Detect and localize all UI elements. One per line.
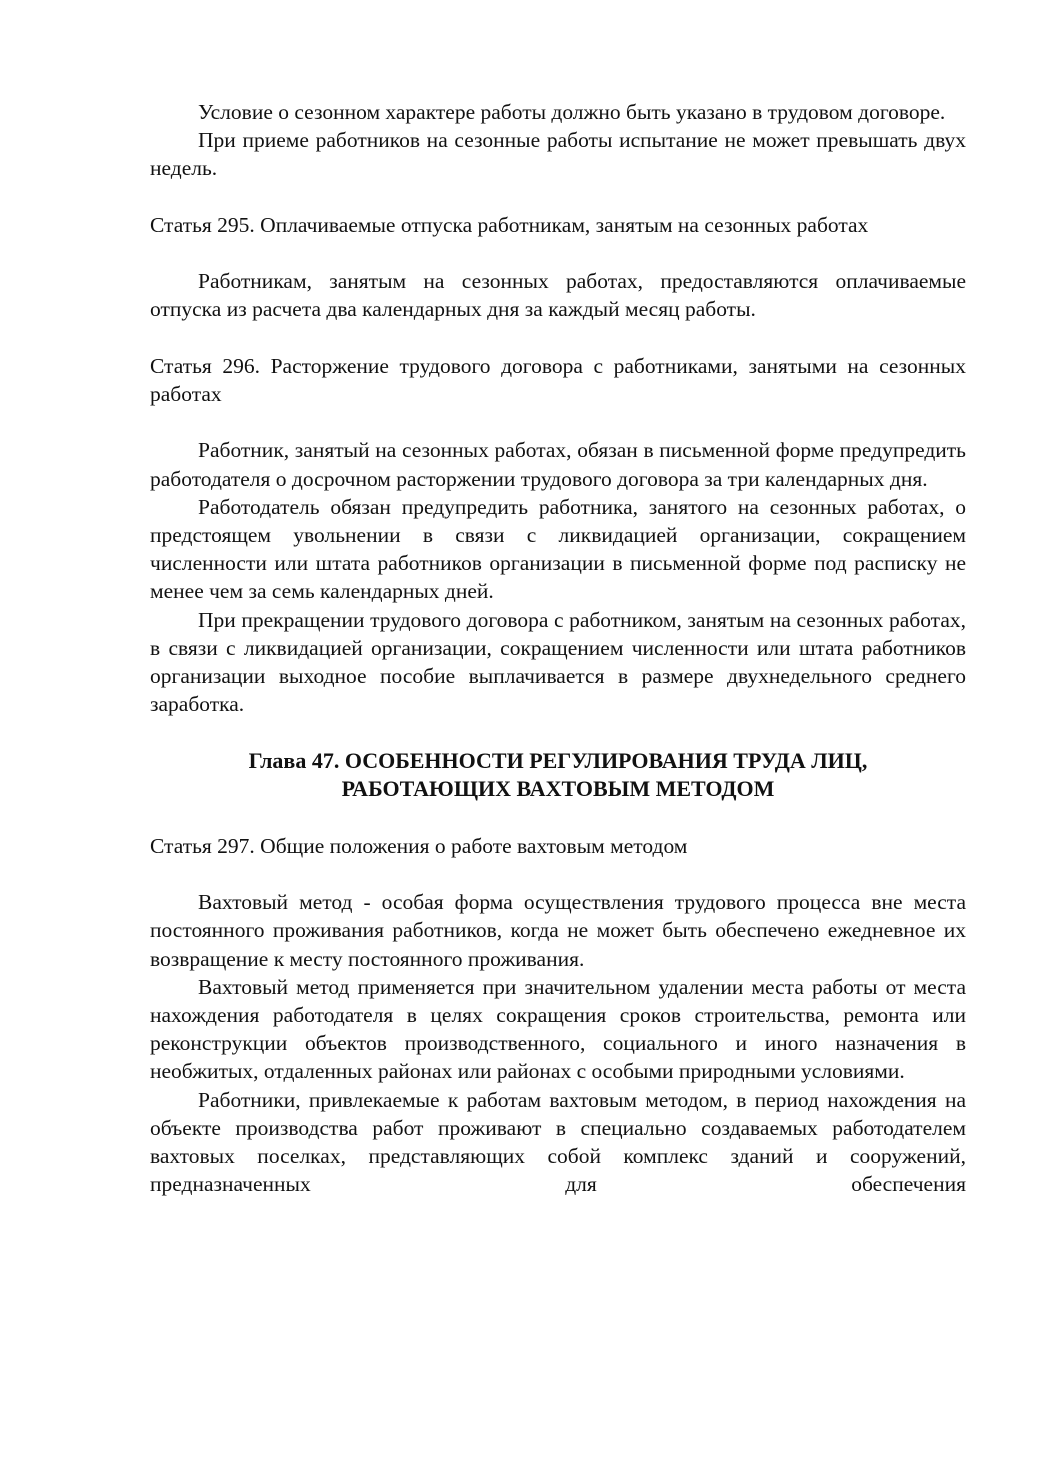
article-297-heading: Статья 297. Общие положения о работе вахтовым методом — [150, 833, 688, 858]
paragraph-rotation-method-definition: Вахтовый метод - особая форма осуществления трудового процесса вне места постоянного проживания работников, когда не может быть обеспечено ежедневное их возвращение к месту постоянного проживания. — [150, 890, 966, 971]
spacer — [150, 718, 966, 746]
paragraph-rotation-method-application: Вахтовый метод применяется при значительном удалении места работы от места нахождения работодателя в целях сокращения сроков строительства, ремонта или реконструкции объектов производственного, социального и иного назначения в необжитых, отдаленных районах или районах с особыми природными условиями. — [150, 974, 966, 1084]
paragraph-rotation-settlements: Работники, привлекаемые к работам вахтовым методом, в период нахождения на объекте производства работ проживают в специально создаваемых работодателем вахтовых поселках, представляющих собой комплекс зданий и сооружений, предназначенных для обеспечения — [150, 1087, 966, 1197]
spacer — [150, 239, 966, 267]
chapter-47-title-line-2: РАБОТАЮЩИХ ВАХТОВЫМ МЕТОДОМ — [341, 776, 775, 802]
spacer — [150, 804, 966, 832]
spacer — [150, 408, 966, 436]
paragraph-severance-pay: При прекращении трудового договора с работником, занятым на сезонных работах, в связи с ликвидацией организации, сокращением численности или штата работников организации выходное пособие выплачивается в размере двухнедельного среднего заработка. — [150, 607, 966, 717]
chapter-47-title-line-1: Глава 47. ОСОБЕННОСТИ РЕГУЛИРОВАНИЯ ТРУДА ЛИЦ, — [248, 747, 868, 773]
document-page — [150, 98, 966, 1198]
paragraph-probation-limit: При приеме работников на сезонные работы испытание не может превышать двух недель. — [150, 128, 966, 181]
paragraph-paid-leave: Работникам, занятым на сезонных работах, предоставляются оплачиваемые отпуска из расчета два календарных дня за каждый месяц работы. — [150, 269, 966, 322]
article-296-heading: Статья 296. Расторжение трудового договора с работниками, занятыми на сезонных работах — [150, 353, 966, 406]
paragraph-seasonal-condition: Условие о сезонном характере работы должно быть указано в трудовом договоре. — [198, 100, 946, 124]
spacer — [150, 183, 966, 211]
spacer — [150, 860, 966, 888]
paragraph-employer-notice: Работодатель обязан предупредить работника, занятого на сезонных работах, о предстоящем увольнении в связи с ликвидацией организации, сокращением численности или штата работников организации в письменной форме под расписку не менее чем за семь календарных дней. — [150, 494, 966, 604]
article-295-heading: Статья 295. Оплачиваемые отпуска работникам, занятым на сезонных работах — [150, 212, 869, 237]
spacer — [150, 324, 966, 352]
paragraph-employee-notice: Работник, занятый на сезонных работах, обязан в письменной форме предупредить работодателя о досрочном расторжении трудового договора за три календарных дня. — [150, 438, 966, 491]
